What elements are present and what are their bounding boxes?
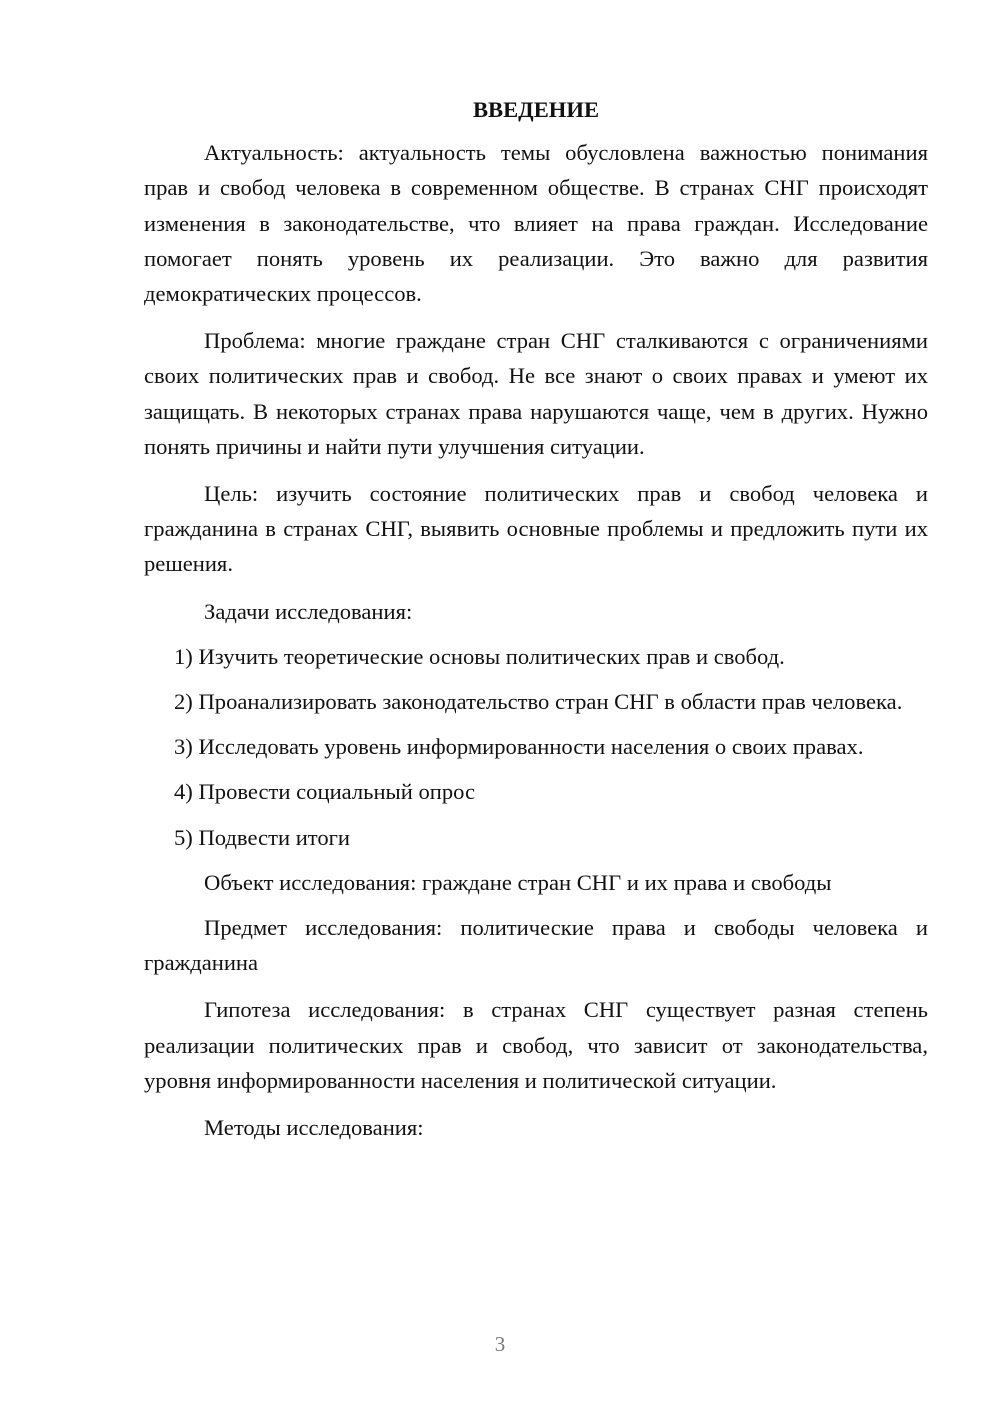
paragraph-subject: Предмет исследования: политические права и свободы человека и гражданина (144, 915, 928, 976)
paragraph-problem: Проблема: многие граждане стран СНГ сталкиваются с ограничениями своих политических прав и свобод. Не все знают о своих правах и умеют их защищать. В некоторых странах права нарушаются чаще, чем в других. Нужно понять причины и найти пути улучшения ситуации. (144, 328, 928, 459)
task-item-5: 5) Подвести итоги (174, 824, 351, 850)
methods-heading: Методы исследования: (204, 1115, 424, 1141)
paragraph-goal: Цель: изучить состояние политических прав и свобод человека и гражданина в странах СНГ, выявить основные проблемы и предложить пути их решения. (144, 481, 928, 577)
task-item-2: 2) Проанализировать законодательство стран СНГ в области прав человека. (174, 689, 903, 715)
page-title: ВВЕДЕНИЕ (472, 97, 600, 122)
paragraph-relevance: Актуальность: актуальность темы обусловлена важностью понимания прав и свобод человека в современном обществе. В странах СНГ происходят изменения в законодательстве, что влияет на права граждан. Исследование помогает понять уровень их реализации. Это важно для развития демократических процессов. (144, 140, 928, 307)
page-number: 3 (494, 1332, 506, 1356)
paragraph-hypothesis: Гипотеза исследования: в странах СНГ существует разная степень реализации политических прав и свобод, что зависит от законодательства, уровня информированности населения и политической ситуации. (144, 997, 928, 1093)
task-item-4: 4) Провести социальный опрос (174, 779, 476, 805)
tasks-heading: Задачи исследования: (204, 598, 413, 624)
page-content (144, 92, 928, 1155)
task-item-1: 1) Изучить теоретические основы политических прав и свобод. (174, 643, 785, 669)
task-item-3: 3) Исследовать уровень информированности населения о своих правах. (174, 734, 864, 760)
paragraph-object: Объект исследования: граждане стран СНГ и их права и свободы (204, 869, 832, 895)
